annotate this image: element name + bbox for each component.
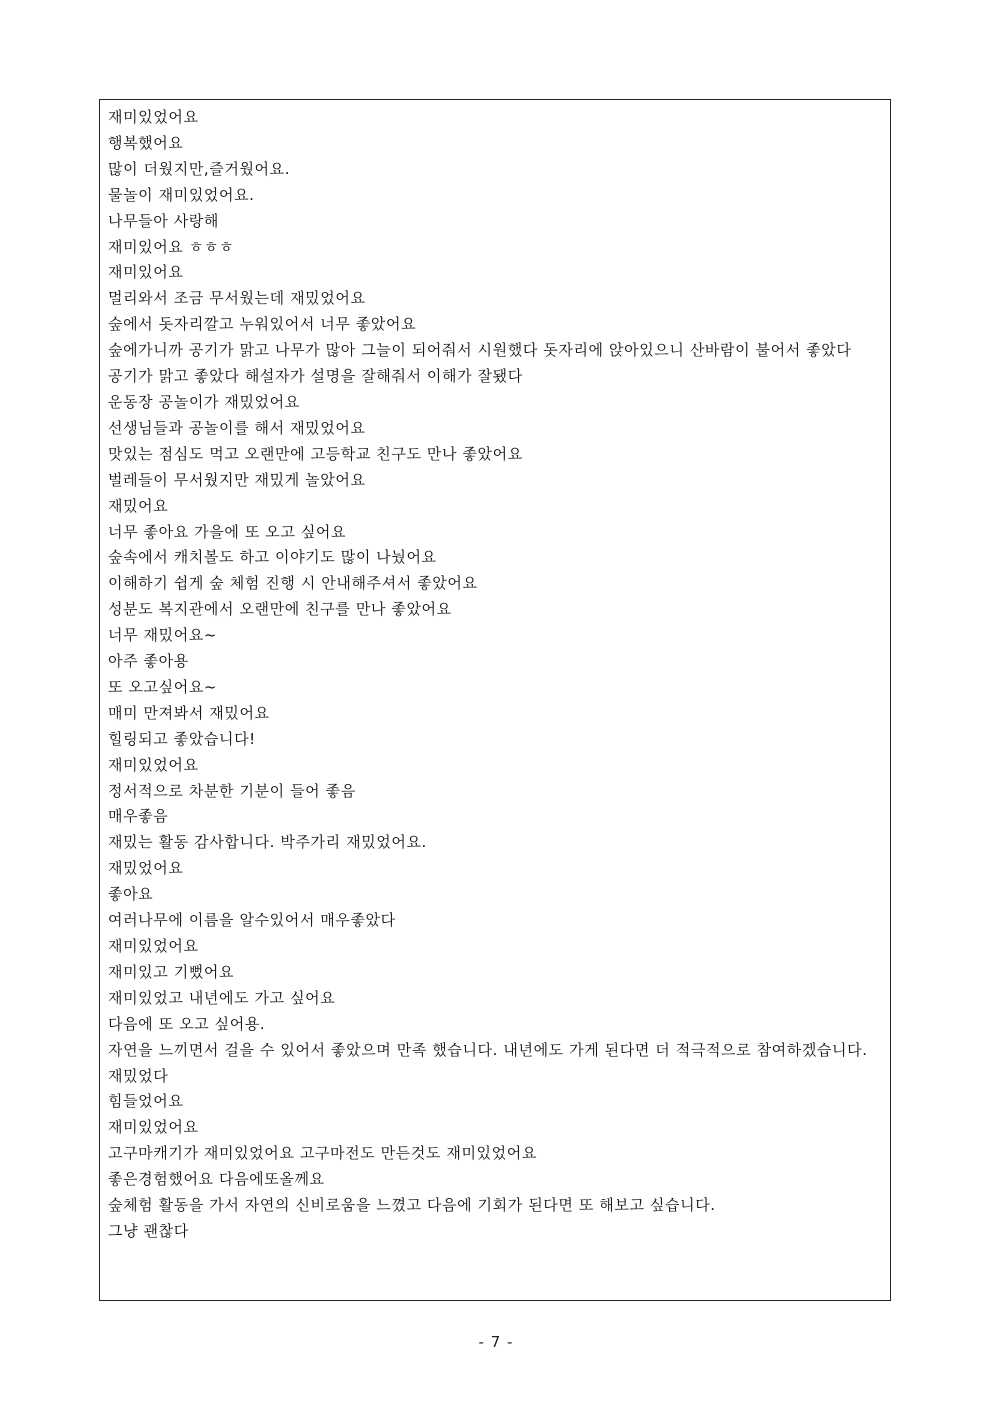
feedback-response: 너무 좋아요 가을에 또 오고 싶어요: [108, 522, 347, 541]
feedback-response: 또 오고싶어요~: [108, 677, 218, 696]
feedback-response: 그냥 괜찮다: [108, 1221, 189, 1240]
feedback-response: 아주 좋아용: [108, 652, 189, 671]
feedback-response: 숲에서 돗자리깔고 누워있어서 너무 좋았어요: [108, 315, 417, 334]
feedback-response: 숲에가니까 공기가 맑고 나무가 많아 그늘이 되어줘서 시원했다 돗자리에 앉아있으니 산바람이 불어서 좋았다: [108, 341, 852, 360]
feedback-response: 재밌었다: [108, 1066, 169, 1085]
feedback-table: [99, 99, 891, 1301]
feedback-response: 숲속에서 캐치볼도 하고 이야기도 많이 나눴어요: [108, 548, 437, 567]
feedback-response: 행복했어요: [108, 133, 184, 152]
feedback-response: 성분도 복지관에서 오랜만에 친구를 만나 좋았어요: [108, 600, 452, 619]
feedback-response: 자연을 느끼면서 걸을 수 있어서 좋았으며 만족 했습니다. 내년에도 가게 된다면 더 적극적으로 참여하겠습니다.: [108, 1040, 868, 1059]
feedback-response: 매우좋음: [108, 807, 169, 826]
feedback-response: 좋은경험했어요 다음에또올께요: [108, 1170, 325, 1189]
feedback-response: 운동장 공놀이가 재밌었어요: [108, 392, 300, 411]
feedback-response: 나무들아 사랑해: [108, 211, 219, 230]
feedback-response: 매미 만져봐서 재밌어요: [108, 703, 270, 722]
feedback-response: 재미있었어요: [108, 937, 199, 955]
feedback-response: 멀리와서 조금 무서웠는데 재밌었어요: [108, 289, 366, 308]
feedback-response: 여러나무에 이름을 알수있어서 매우좋았다: [108, 911, 396, 930]
feedback-response: 선생님들과 공놀이를 해서 재밌었어요: [108, 418, 366, 437]
feedback-response: 힘들었어요: [108, 1092, 184, 1111]
feedback-response: 재밌어요: [108, 496, 169, 515]
feedback-list: [108, 105, 882, 1245]
feedback-response: 정서적으로 차분한 기분이 들어 좋음: [108, 781, 356, 800]
feedback-response: 벌레들이 무서웠지만 재밌게 놀았어요: [108, 470, 366, 489]
feedback-response: 재미있고 기뻤어요: [108, 962, 235, 981]
feedback-response: 다음에 또 오고 싶어용.: [108, 1014, 266, 1033]
feedback-response: 재미있었어요: [108, 1118, 199, 1137]
feedback-response: 재미있어요: [108, 263, 184, 282]
feedback-response: 맛있는 점심도 먹고 오랜만에 고등학교 친구도 만나 좋았어요: [108, 444, 523, 463]
feedback-response: 좋아요: [108, 885, 154, 904]
feedback-response: 공기가 맑고 좋았다 해설자가 설명을 잘해줘서 이해가 잘됐다: [108, 367, 523, 386]
feedback-response: 재미있었어요: [108, 108, 199, 126]
feedback-response: 숲체험 활동을 가서 자연의 신비로움을 느꼈고 다음에 기회가 된다면 또 해보고 싶습니다.: [108, 1196, 716, 1215]
feedback-response: 힐링되고 좋았습니다!: [108, 729, 256, 748]
feedback-response: 너무 재밌어요~: [108, 626, 218, 645]
feedback-response: 재미있어요 ㅎㅎㅎ: [108, 237, 235, 256]
page-number: - 7 -: [478, 1333, 514, 1351]
feedback-response: 고구마캐기가 재미있었어요 고구마전도 만든것도 재미있었어요: [108, 1144, 537, 1163]
feedback-response: 재밌었어요: [108, 859, 184, 878]
feedback-response: 이해하기 쉽게 숲 체험 진행 시 안내해주셔서 좋았어요: [108, 574, 478, 593]
feedback-response: 물놀이 재미있었어요.: [108, 185, 255, 204]
feedback-response: 재밌는 활동 감사합니다. 박주가리 재밌었어요.: [108, 833, 427, 852]
feedback-response: 재미있었어요: [108, 755, 199, 774]
feedback-response: 많이 더웠지만,즐거웠어요.: [108, 159, 291, 178]
feedback-response: 재미있었고 내년에도 가고 싶어요: [108, 988, 336, 1007]
